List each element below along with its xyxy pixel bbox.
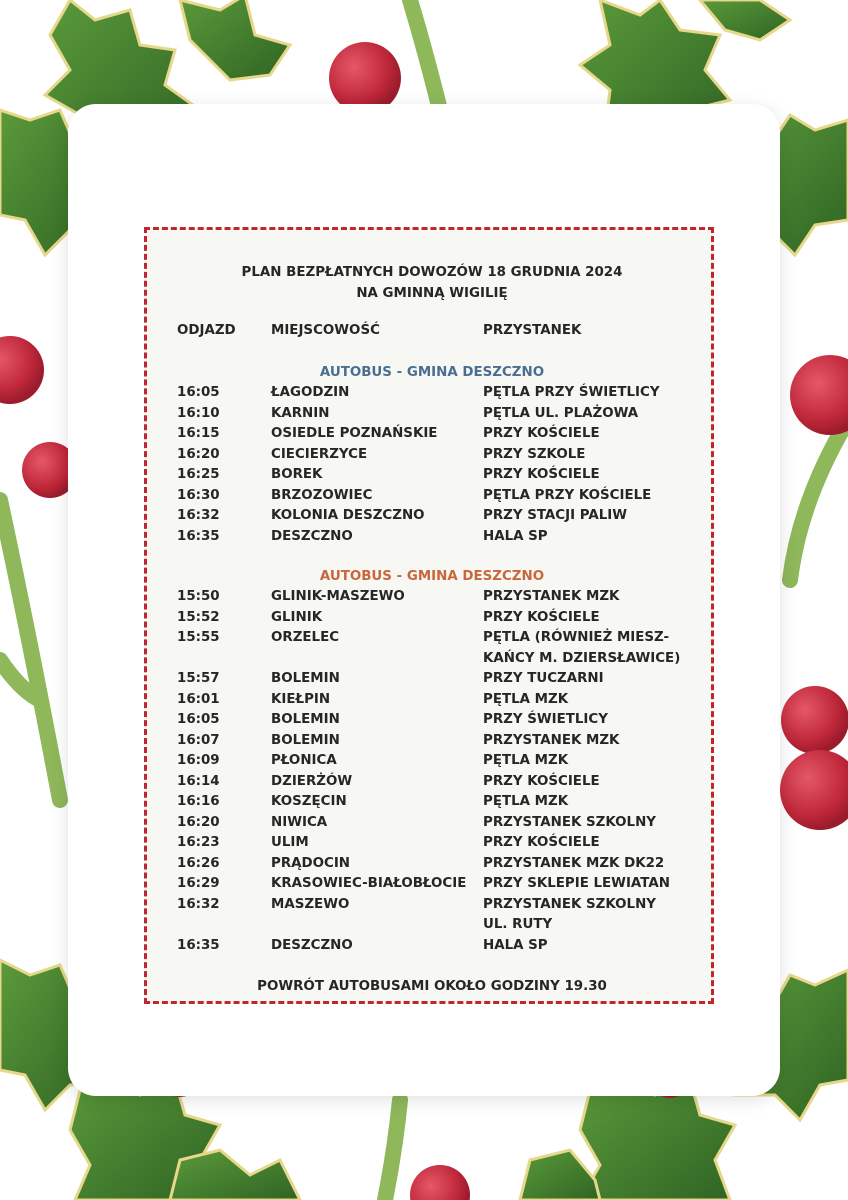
stop-name: PĘTLA (RÓWNIEŻ MIESZ- [483, 630, 670, 645]
departure-time: 15:55 [177, 630, 220, 645]
place-name: KARNIN [271, 405, 330, 421]
stop-name: PĘTLA MZK [483, 794, 569, 809]
departure-time: 16:01 [177, 691, 220, 707]
departure-time: 15:57 [177, 671, 220, 686]
schedule-row [147, 630, 717, 650]
stop-name: PRZYSTANEK MZK DK22 [483, 855, 665, 871]
departure-time: 16:26 [177, 855, 220, 871]
schedule-row [147, 467, 717, 487]
stop-name: HALA SP [483, 937, 548, 953]
departure-time: 16:16 [177, 794, 220, 809]
place-name: CIECIERZYCE [271, 446, 368, 462]
schedule-row [147, 897, 717, 917]
schedule-row [147, 712, 717, 732]
place-name: KOSZĘCIN [271, 794, 347, 809]
place-name: ORZELEC [271, 630, 340, 645]
place-name: BRZOZOWIEC [271, 487, 373, 503]
stop-name: PĘTLA PRZY KOŚCIELE [483, 487, 652, 503]
header-departure: ODJAZD [177, 323, 236, 338]
departure-time: 16:14 [177, 773, 220, 789]
departure-time: 16:29 [177, 876, 220, 891]
schedule-row [147, 835, 717, 855]
schedule-row [147, 938, 717, 958]
schedule-frame [144, 227, 714, 1004]
place-name: BOLEMIN [271, 732, 340, 748]
schedule-row [147, 733, 717, 753]
place-name: BOLEMIN [271, 712, 340, 727]
schedule-row [147, 610, 717, 630]
stop-name: PRZYSTANEK MZK [483, 589, 620, 604]
stop-name: PRZY STACJI PALIW [483, 508, 627, 523]
place-name: KOLONIA DESZCZNO [271, 508, 425, 523]
return-note: POWRÓT AUTOBUSAMI OKOŁO GODZINY 19.30 [257, 979, 607, 994]
place-name: GLINIK [271, 609, 323, 625]
departure-time: 16:32 [177, 508, 220, 523]
place-name: GLINIK-MASZEWO [271, 589, 405, 604]
place-name: DESZCZNO [271, 528, 353, 544]
stop-name: PĘTLA PRZY ŚWIETLICY [483, 385, 660, 400]
place-name: BOLEMIN [271, 671, 340, 686]
stop-name: PĘTLA MZK [483, 691, 569, 707]
stop-name-continued: KAŃCY M. DZIERSŁAWICE) [483, 650, 681, 666]
stop-name: PĘTLA UL. PLAŻOWA [483, 405, 639, 421]
place-name: NIWICA [271, 814, 328, 830]
departure-time: 16:25 [177, 467, 220, 482]
schedule-row [147, 794, 717, 814]
schedule-row [147, 815, 717, 835]
departure-time: 16:20 [177, 446, 220, 462]
departure-time: 16:35 [177, 937, 220, 953]
departure-time: 16:05 [177, 712, 220, 727]
place-name: BOREK [271, 467, 323, 482]
stop-name: PRZY KOŚCIELE [483, 467, 600, 482]
place-name: DESZCZNO [271, 937, 353, 953]
stop-name-continued: UL. RUTY [483, 917, 553, 932]
schedule-row [147, 385, 717, 405]
departure-time: 16:35 [177, 528, 220, 544]
schedule-row [147, 488, 717, 508]
stop-name: PRZYSTANEK MZK [483, 732, 620, 748]
title-line-2: NA GMINNĄ WIGILIĘ [356, 286, 508, 301]
departure-time: 16:09 [177, 753, 220, 768]
departure-time: 16:15 [177, 426, 220, 441]
departure-time: 16:23 [177, 835, 220, 850]
departure-time: 16:10 [177, 405, 220, 421]
schedule-row [147, 447, 717, 467]
place-name: OSIEDLE POZNAŃSKIE [271, 426, 438, 441]
stop-name: PĘTLA MZK [483, 753, 569, 768]
schedule-content [147, 230, 717, 1007]
stop-name: PRZY SZKOLE [483, 446, 586, 462]
stop-name: PRZY KOŚCIELE [483, 426, 600, 441]
schedule-row [147, 671, 717, 691]
schedule-row [147, 774, 717, 794]
place-name: PRĄDOCIN [271, 855, 351, 871]
schedule-row [147, 529, 717, 549]
place-name: KIEŁPIN [271, 691, 331, 707]
place-name: PŁONICA [271, 753, 337, 768]
section-1-label: AUTOBUS - GMINA DESZCZNO [319, 365, 545, 380]
place-name: KRASOWIEC-BIAŁOBŁOCIE [271, 876, 467, 891]
stop-name: PRZY KOŚCIELE [483, 609, 600, 625]
stop-name: PRZY ŚWIETLICY [483, 712, 608, 727]
schedule-row [147, 692, 717, 712]
stop-name: HALA SP [483, 528, 548, 544]
schedule-row [147, 876, 717, 896]
stop-name: PRZY KOŚCIELE [483, 835, 600, 850]
departure-time: 16:20 [177, 814, 220, 830]
section-2-label: AUTOBUS - GMINA DESZCZNO [319, 569, 545, 584]
schedule-row-continuation [147, 917, 717, 937]
header-stop: PRZYSTANEK [483, 323, 582, 338]
header-place: MIEJSCOWOŚĆ [271, 323, 380, 338]
schedule-row [147, 589, 717, 609]
schedule-row [147, 426, 717, 446]
departure-time: 15:50 [177, 589, 220, 604]
stop-name: PRZY TUCZARNI [483, 671, 604, 686]
departure-time: 16:07 [177, 732, 220, 748]
departure-time: 16:05 [177, 385, 220, 400]
stop-name: PRZYSTANEK SZKOLNY [483, 896, 656, 912]
place-name: ULIM [271, 835, 309, 850]
departure-time: 16:30 [177, 487, 220, 503]
stop-name: PRZYSTANEK SZKOLNY [483, 814, 656, 830]
stop-name: PRZY KOŚCIELE [483, 773, 600, 789]
schedule-row [147, 856, 717, 876]
schedule-row-continuation [147, 651, 717, 671]
place-name: DZIERŻÓW [271, 773, 353, 789]
title-line-1: PLAN BEZPŁATNYCH DOWOZÓW 18 GRUDNIA 2024 [241, 265, 623, 280]
schedule-row [147, 406, 717, 426]
schedule-row [147, 753, 717, 773]
stop-name: PRZY SKLEPIE LEWIATAN [483, 876, 670, 891]
place-name: ŁAGODZIN [271, 385, 350, 400]
departure-time: 16:32 [177, 896, 220, 912]
schedule-row [147, 508, 717, 528]
place-name: MASZEWO [271, 896, 350, 912]
departure-time: 15:52 [177, 609, 220, 625]
